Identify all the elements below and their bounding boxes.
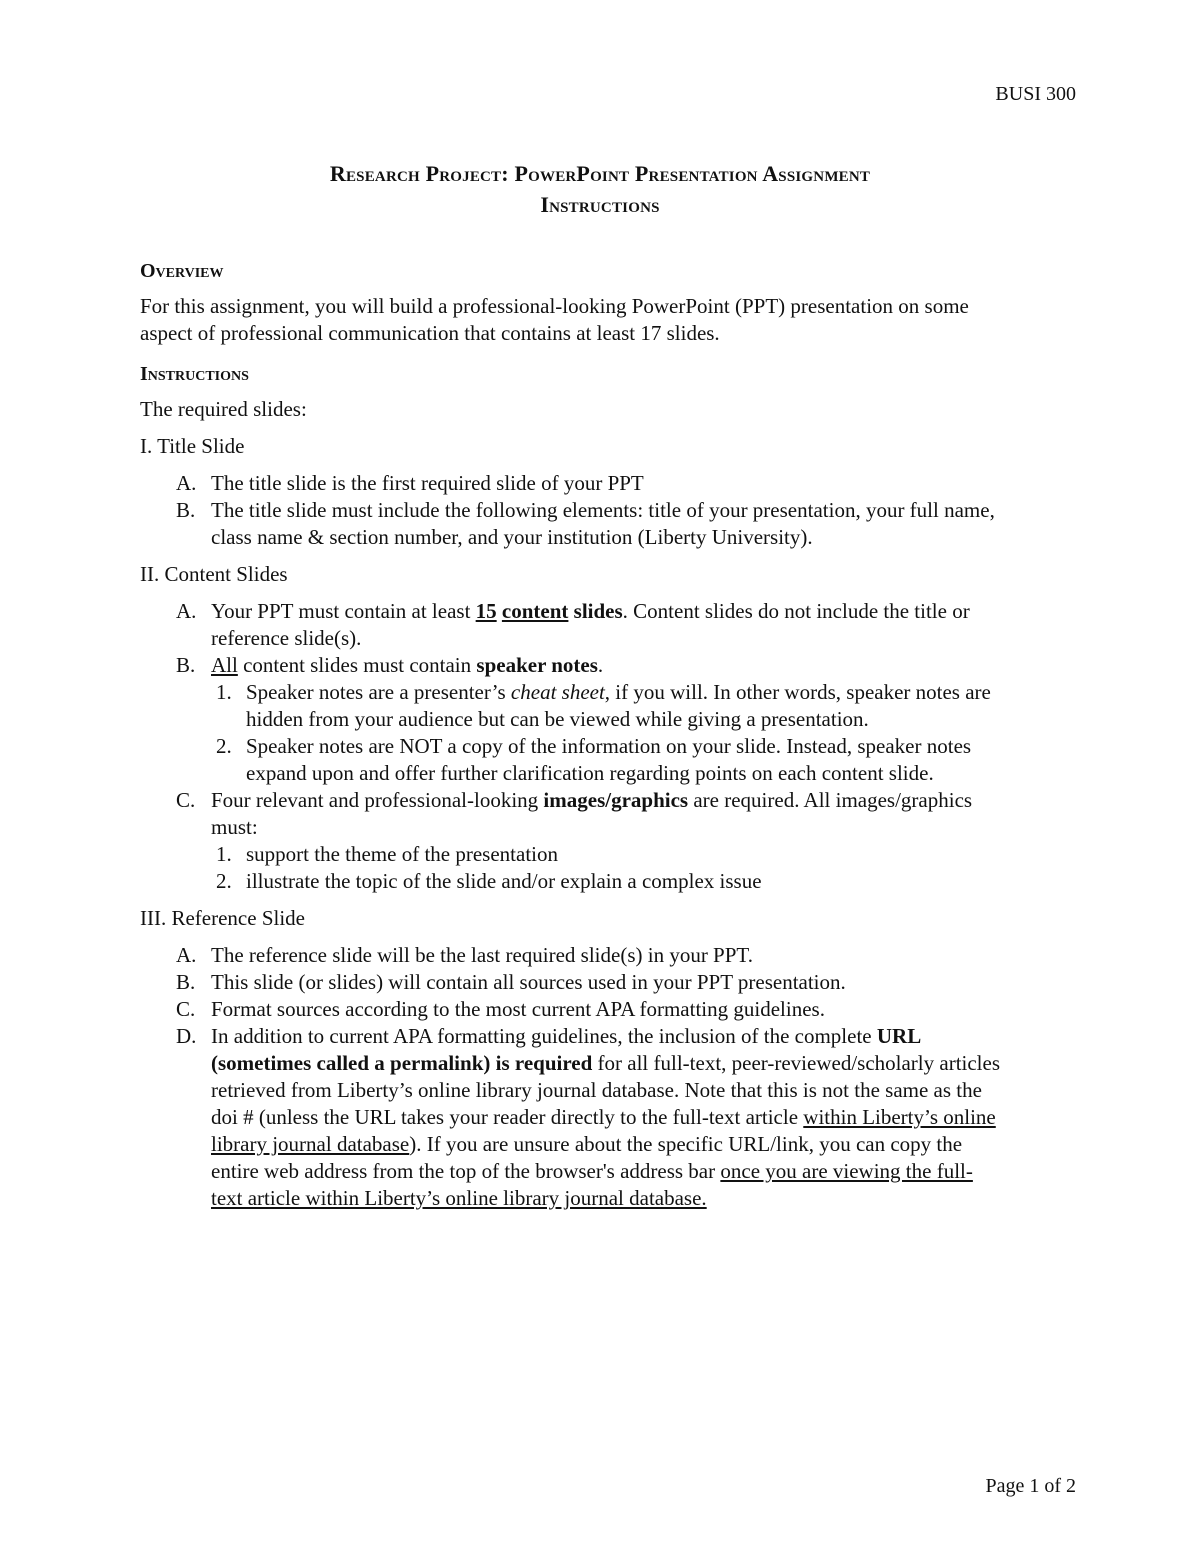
list-item	[140, 1023, 1000, 1212]
list-text	[211, 652, 1000, 679]
full-text-viewing-note: once you are viewing the full-text article within Liberty’s online library journal database.	[211, 1159, 973, 1210]
list-item	[140, 497, 1000, 551]
title-line-2: Instructions	[540, 192, 660, 217]
list-marker: B.	[176, 970, 196, 994]
text-run: , if you will. In other words, speaker notes are hidden from your audience but can be viewed while giving a presentation.	[246, 680, 991, 731]
content-slides-list	[140, 598, 1000, 895]
list-item	[140, 996, 1000, 1023]
list-text	[246, 679, 1000, 733]
cheat-sheet-term: cheat sheet	[510, 680, 605, 704]
list-text: illustrate the topic of the slide and/or explain a complex issue	[246, 869, 762, 893]
instructions-heading: Instructions	[140, 363, 249, 385]
page-number: Page 1 of 2	[985, 1475, 1076, 1497]
section-reference-slide: III. Reference Slide	[140, 906, 305, 930]
overview-text: For this assignment, you will build a professional-looking PowerPoint (PPT) presentation on some aspect of professional communication that contains at least 17 slides.	[140, 294, 969, 345]
library-database-note: within Liberty’s online library journal database	[211, 1105, 996, 1156]
list-marker: 2.	[216, 734, 232, 758]
text-run: .	[597, 653, 604, 677]
list-marker: A.	[176, 471, 197, 495]
list-marker: D.	[176, 1024, 197, 1048]
course-code: BUSI 300	[995, 83, 1076, 105]
list-text: This slide (or slides) will contain all sources used in your PPT presentation.	[211, 970, 846, 994]
text-run: In addition to current APA formatting guidelines, the inclusion of the complete	[211, 1024, 877, 1048]
list-marker: B.	[176, 498, 196, 522]
list-text: The title slide must include the following elements: title of your presentation, your full name, class name & section number, and your institution (Liberty University).	[211, 498, 995, 549]
list-text: Format sources according to the most current APA formatting guidelines.	[211, 997, 825, 1021]
list-marker: B.	[176, 653, 196, 677]
overview-heading: Overview	[140, 260, 224, 282]
reference-slide-list	[140, 942, 1000, 1212]
content-word: content	[501, 599, 569, 623]
instructions-intro: The required slides:	[140, 397, 307, 421]
document-body	[140, 258, 1000, 1222]
text-run: Four relevant and professional-looking	[211, 788, 544, 812]
document-title	[140, 158, 1060, 220]
list-text	[211, 598, 1000, 652]
title-line-1: Research Project: PowerPoint Presentation Assignment	[329, 161, 871, 186]
list-marker: A.	[176, 599, 197, 623]
slide-count: 15	[475, 599, 497, 623]
list-marker: 1.	[216, 842, 232, 866]
text-run: are required. All images/graphics must:	[211, 788, 973, 839]
sub-list-item	[140, 868, 1000, 895]
list-marker: 2.	[216, 869, 232, 893]
speaker-notes-term: speaker notes	[476, 653, 598, 677]
text-run: content slides must contain	[237, 653, 477, 677]
text-run: for all full-text, peer-reviewed/scholarly articles retrieved from Liberty’s online library journal database. Note that this is not the same as the doi # (unless the URL takes your reader directly to the full-text article	[211, 1051, 1001, 1129]
sub-list-item	[140, 841, 1000, 868]
url-required-term: URL (sometimes called a permalink) is required	[211, 1024, 921, 1075]
list-item	[140, 969, 1000, 996]
text-run: . Content slides do not include the title or reference slide(s).	[211, 599, 970, 650]
section-title-slide: I. Title Slide	[140, 434, 245, 458]
list-item	[140, 598, 1000, 652]
list-item	[140, 942, 1000, 969]
list-text	[211, 787, 1000, 841]
list-marker: A.	[176, 943, 197, 967]
list-item	[140, 470, 1000, 497]
list-text: The title slide is the first required slide of your PPT	[211, 471, 644, 495]
list-marker: C.	[176, 788, 196, 812]
sub-list-item	[140, 733, 1000, 787]
list-item	[140, 652, 1000, 679]
list-item	[140, 787, 1000, 841]
text-run: Your PPT must contain at least	[211, 599, 476, 623]
sub-list-item	[140, 679, 1000, 733]
section-content-slides: II. Content Slides	[140, 562, 288, 586]
list-marker: 1.	[216, 680, 232, 704]
text-run: slides	[568, 599, 623, 623]
list-text: The reference slide will be the last required slide(s) in your PPT.	[211, 943, 753, 967]
list-text: support the theme of the presentation	[246, 842, 558, 866]
text-run: ). If you are unsure about the specific URL/link, you can copy the entire web address from the top of the browser's address bar	[211, 1132, 963, 1183]
text-run: Speaker notes are a presenter’s	[246, 680, 511, 704]
list-text: Speaker notes are NOT a copy of the information on your slide. Instead, speaker notes expand upon and offer further clarification regarding points on each content slide.	[246, 734, 972, 785]
title-slide-list	[140, 470, 1000, 551]
emphasis-all: All	[211, 653, 238, 677]
images-graphics-term: images/graphics	[543, 788, 689, 812]
list-text	[211, 1023, 1000, 1212]
list-marker: C.	[176, 997, 196, 1021]
